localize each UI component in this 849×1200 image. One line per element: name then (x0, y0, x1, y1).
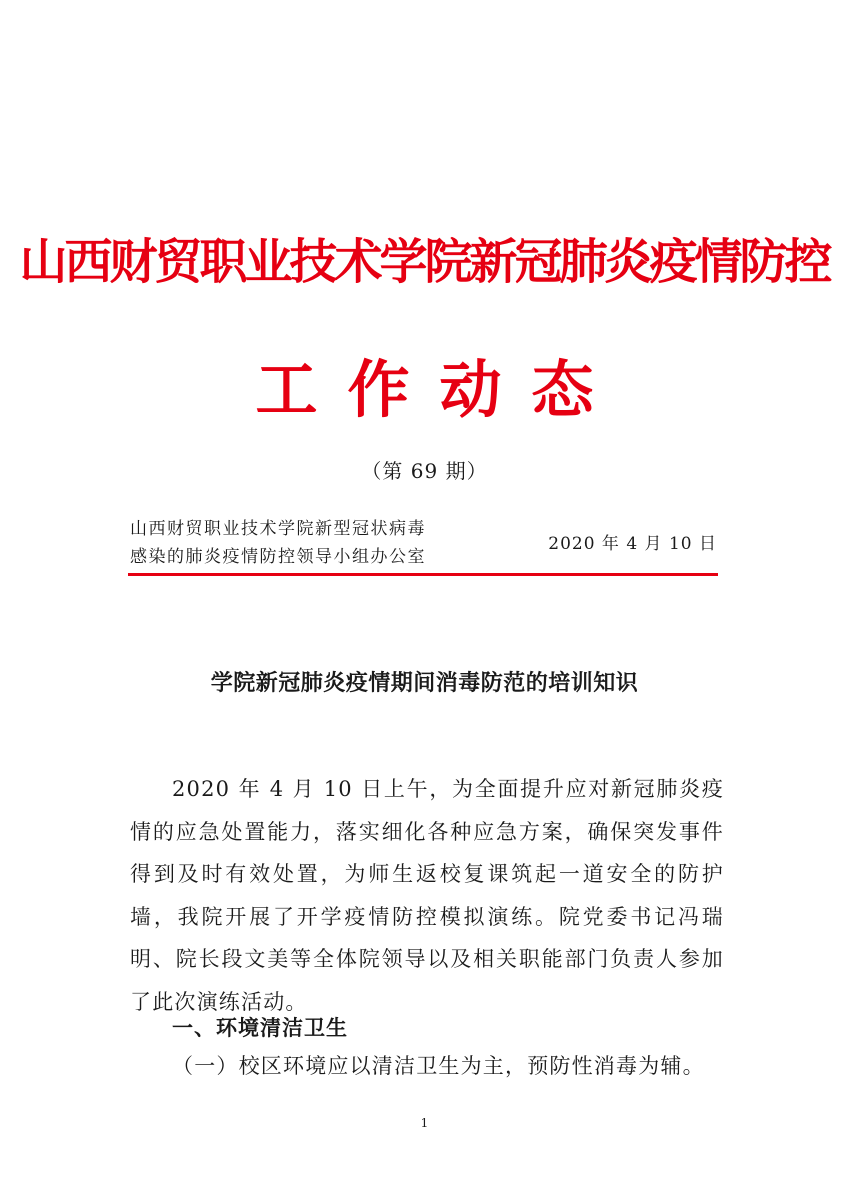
issuer-block (130, 515, 510, 571)
issue-number: （第 69 期） (361, 459, 488, 483)
sub-item: （一）校区环境应以清洁卫生为主，预防性消毒为辅。 (172, 1054, 705, 1078)
red-divider (128, 573, 718, 576)
page-number: 1 (420, 1116, 429, 1130)
issuer-line-1: 山西财贸职业技术学院新型冠状病毒 (130, 519, 426, 539)
issuer-line-2: 感染的肺炎疫情防控领导小组办公室 (130, 547, 426, 567)
masthead-subtitle: 工作动态 (255, 353, 624, 426)
masthead-title: 山西财贸职业技术学院新冠肺炎疫情防控 (19, 234, 830, 290)
article-title: 学院新冠肺炎疫情期间消毒防范的培训知识 (210, 670, 639, 696)
issue-date: 2020 年 4 月 10 日 (548, 534, 717, 554)
body-paragraph: 2020 年 4 月 10 日上午，为全面提升应对新冠肺炎疫情的应急处置能力，落实细化各种应急方案，确保突发事件得到及时有效处置，为师生返校复课筑起一道安全的防护墙，我院开展了开学疫情防控模拟演练。院党委书记冯瑞明、院长段文美等全体院领导以及相关职能部门负责人参加了此次演练活动。 (130, 777, 724, 1014)
section-heading: 一、环境清洁卫生 (172, 1016, 348, 1040)
